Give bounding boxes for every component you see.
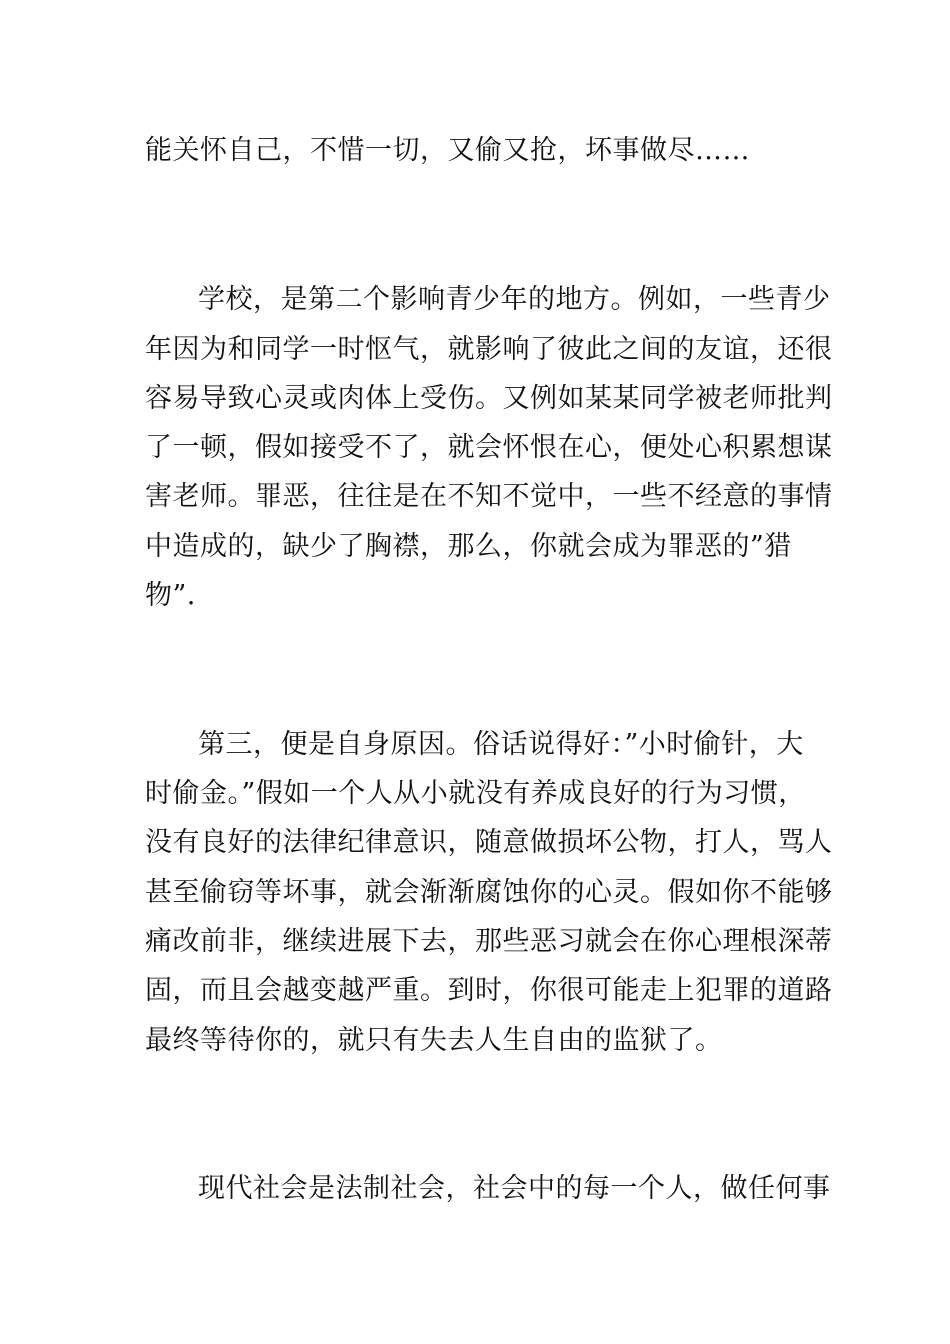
paragraph-3-line-6: 固，而且会越变越严重。到时，你很可能走上犯罪的道路 bbox=[145, 975, 833, 1006]
paragraph-2-line-4: 了一顿，假如接受不了，就会怀恨在心，便处心积累想谋 bbox=[145, 432, 833, 463]
paragraph-2-line-2: 年因为和同学一时怄气，就影响了彼此之间的友谊，还很 bbox=[145, 334, 833, 365]
paragraph-4-line-1: 现代社会是法制社会，社会中的每一个人，做任何事 bbox=[198, 1173, 831, 1204]
paragraph-3-line-2: 时偷金。”假如一个人从小就没有养成良好的行为习惯， bbox=[145, 778, 806, 809]
paragraph-1-line-1: 能关怀自己，不惜一切，又偷又抢，坏事做尽…… bbox=[145, 135, 750, 166]
paragraph-3-line-3: 没有良好的法律纪律意识，随意做损坏公物，打人，骂人 bbox=[145, 827, 833, 858]
paragraph-2-line-5: 害老师。罪恶，往往是在不知不觉中，一些不经意的事情 bbox=[145, 481, 833, 512]
paragraph-3-line-4: 甚至偷窃等坏事，就会渐渐腐蚀你的心灵。假如你不能够 bbox=[145, 877, 833, 908]
paragraph-2-line-7: 物”. bbox=[145, 580, 196, 611]
paragraph-2-line-6: 中造成的，缺少了胸襟，那么，你就会成为罪恶的”猎 bbox=[145, 531, 792, 562]
paragraph-3-line-7: 最终等待你的，就只有失去人生自由的监狱了。 bbox=[145, 1025, 723, 1056]
paragraph-2-line-3: 容易导致心灵或肉体上受伤。又例如某某同学被老师批判 bbox=[145, 383, 833, 414]
paragraph-2-line-1: 学校，是第二个影响青少年的地方。例如，一些青少 bbox=[198, 284, 831, 315]
paragraph-3-line-1: 第三，便是自身原因。俗话说得好：”小时偷针，大 bbox=[198, 729, 804, 760]
paragraph-3-line-5: 痛改前非，继续进展下去，那些恶习就会在你心理根深蒂 bbox=[145, 926, 833, 957]
